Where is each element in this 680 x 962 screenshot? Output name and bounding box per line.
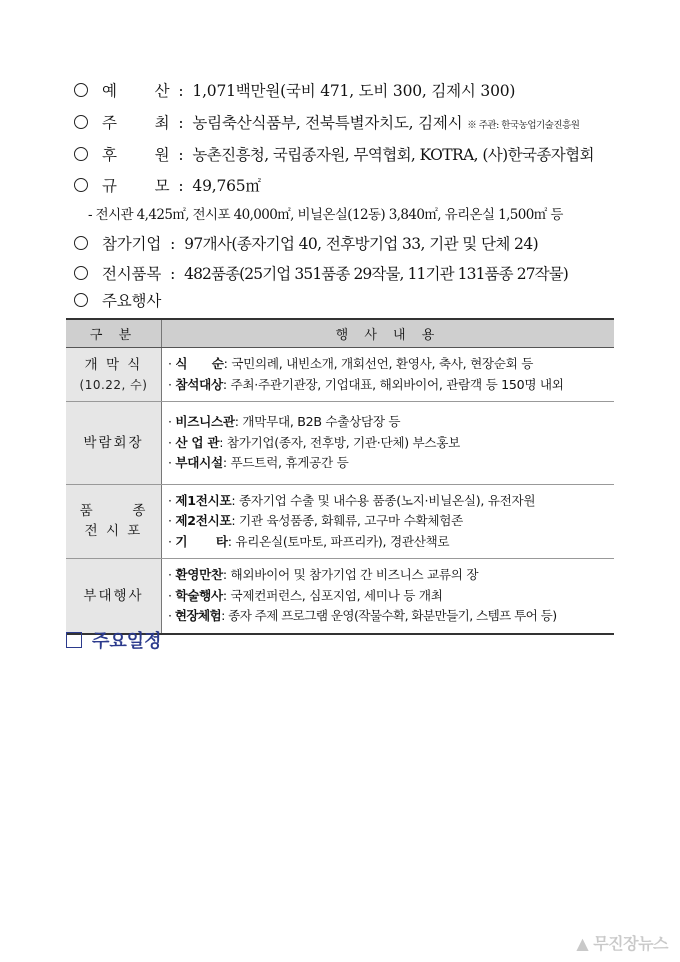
item-key: 비즈니스관: [175, 414, 235, 429]
events-label: 주요행사: [102, 292, 162, 310]
circle-bullet-icon: [74, 266, 88, 280]
colon: :: [178, 82, 184, 100]
row-category: [66, 484, 162, 559]
circle-bullet-icon: [74, 293, 88, 307]
circle-bullet-icon: [74, 236, 88, 250]
list-item: · 부대시설: 푸드트럭, 휴게공간 등: [168, 455, 349, 470]
item-key: 학술행사: [175, 587, 223, 603]
colon: :: [178, 146, 184, 164]
budget-value: 1,071백만원(국비 471, 도비 300, 김제시 300): [192, 82, 516, 100]
row-category: [66, 402, 162, 485]
watermark-logo: [576, 931, 668, 954]
list-item: · 식 순: 국민의례, 내빈소개, 개회선언, 환영사, 축사, 현장순회 등: [168, 356, 534, 371]
item-key: 제2전시포: [175, 513, 232, 528]
scale-detail: - 전시관 4,425㎡, 전시포 40,000㎡, 비닐온실(12동) 3,840㎡, 유리온실 1,500㎡ 등: [88, 207, 563, 223]
circle-bullet-icon: [74, 115, 88, 129]
item-key: 현장체험: [174, 608, 222, 623]
table-row: [66, 484, 614, 559]
item-text: : 푸드트럭, 휴게공간 등: [222, 455, 349, 470]
circle-bullet-icon: [74, 147, 88, 161]
support-label: 후 원: [102, 146, 170, 164]
item-text: : 개막무대, B2B 수출상담장 등: [234, 414, 401, 429]
row-content: [162, 402, 615, 485]
header-content: 행 사 내 용: [162, 319, 615, 348]
list-item: · 참석대상: 주최·주관기관장, 기업대표, 해외바이어, 관람객 등 150명 내외: [168, 376, 564, 392]
scale-line: [74, 174, 261, 196]
table-row: [66, 559, 614, 634]
row-content: [162, 559, 615, 634]
category-label: 개 막 식: [84, 356, 143, 373]
watermark-text: 무진장뉴스: [593, 934, 668, 953]
schedule-heading: [66, 627, 162, 653]
square-bullet-icon: [66, 632, 82, 648]
item-key: 제1전시포: [175, 492, 232, 508]
item-key: 산 업 관: [175, 434, 220, 450]
list-item: · 제2전시포: 기관 육성품종, 화훼류, 고구마 수확체험존: [168, 513, 463, 528]
schedule-title: 주요일정: [92, 631, 162, 652]
exhibits-value: 482품종(25기업 351품종 29작물, 11기관 131품종 27작물): [184, 265, 568, 283]
colon: :: [170, 265, 176, 283]
colon: :: [170, 235, 176, 253]
participants-label: 참가기업: [102, 235, 162, 253]
category-label: 품 종: [79, 503, 148, 520]
list-item: · 산 업 관: 참가기업(종자, 전후방, 기관·단체) 부스홍보: [168, 434, 460, 450]
scale-value: 49,765㎡: [192, 177, 261, 195]
events-line: [74, 289, 161, 311]
item-key: 기 타: [175, 533, 228, 549]
host-line: [74, 111, 579, 133]
circle-bullet-icon: [74, 178, 88, 192]
item-key: 식 순: [175, 356, 224, 371]
item-text: : 주최·주관기관장, 기업대표, 해외바이어, 관람객 등 150명 내외: [222, 376, 564, 392]
table-header-row: [66, 319, 614, 348]
category-label: 박람회장: [83, 434, 144, 451]
list-item: · 현장체험: 종자 주제 프로그램 운영(작물수확, 화분만들기, 스템프 투어 등): [168, 608, 557, 623]
events-table: [66, 318, 614, 635]
list-item: · 환영만찬: 해외바이어 및 참가기업 간 비즈니스 교류의 장: [168, 567, 479, 582]
table-row: [66, 348, 614, 402]
list-item: · 제1전시포: 종자기업 수출 및 내수용 품종(노지·비닐온실), 유전자원: [168, 492, 536, 508]
exhibits-line: [74, 262, 568, 284]
item-text: : 해외바이어 및 참가기업 간 비즈니스 교류의 장: [222, 567, 479, 582]
item-text: : 국민의례, 내빈소개, 개회선언, 환영사, 축사, 현장순회 등: [223, 356, 534, 371]
exhibits-label: 전시품목: [102, 265, 162, 283]
list-item: · 비즈니스관: 개막무대, B2B 수출상담장 등: [168, 414, 401, 429]
item-text: : 참가기업(종자, 전후방, 기관·단체) 부스홍보: [219, 434, 460, 450]
header-category: 구 분: [66, 319, 162, 348]
list-item: · 학술행사: 국제컨퍼런스, 심포지엄, 세미나 등 개최: [168, 587, 443, 603]
item-text: : 국제컨퍼런스, 심포지엄, 세미나 등 개최: [222, 587, 443, 603]
circle-bullet-icon: [74, 83, 88, 97]
item-text: : 유리온실(토마토, 파프리카), 경관산책로: [227, 533, 450, 549]
item-text: : 종자기업 수출 및 내수용 품종(노지·비닐온실), 유전자원: [231, 492, 536, 508]
row-content: [162, 348, 615, 402]
budget-label: 예 산: [102, 82, 170, 100]
category-date: (10.22, 수): [79, 377, 148, 392]
support-value: 농촌진흥청, 국립종자원, 무역협회, KOTRA, (사)한국종자협회: [192, 146, 594, 164]
list-item: · 기 타: 유리온실(토마토, 파프리카), 경관산책로: [168, 533, 450, 549]
row-content: [162, 484, 615, 559]
participants-value: 97개사(종자기업 40, 전후방기업 33, 기관 및 단체 24): [184, 235, 539, 253]
host-label: 주 최: [102, 114, 170, 132]
scale-label: 규 모: [102, 177, 170, 195]
item-text: : 기관 육성품종, 화훼류, 고구마 수확체험존: [231, 513, 463, 528]
colon: :: [178, 114, 184, 132]
item-key: 환영만찬: [175, 567, 223, 582]
row-category: [66, 348, 162, 402]
budget-line: [74, 79, 515, 101]
host-value: 농림축산식품부, 전북특별자치도, 김제시: [192, 114, 463, 132]
row-category: [66, 559, 162, 634]
category-label-2: 전 시 포: [84, 523, 143, 540]
host-note: ※ 주관: 한국농업기술진흥원: [467, 120, 580, 131]
item-key: 부대시설: [175, 455, 223, 470]
participants-line: [74, 232, 538, 254]
item-key: 참석대상: [175, 376, 223, 392]
table-row: [66, 402, 614, 485]
category-label: 부대행사: [83, 587, 144, 604]
item-text: : 종자 주제 프로그램 운영(작물수확, 화분만들기, 스템프 투어 등): [221, 608, 557, 623]
mountain-logo-icon: ▲: [576, 934, 589, 953]
support-line: [74, 143, 594, 165]
colon: :: [178, 177, 184, 195]
